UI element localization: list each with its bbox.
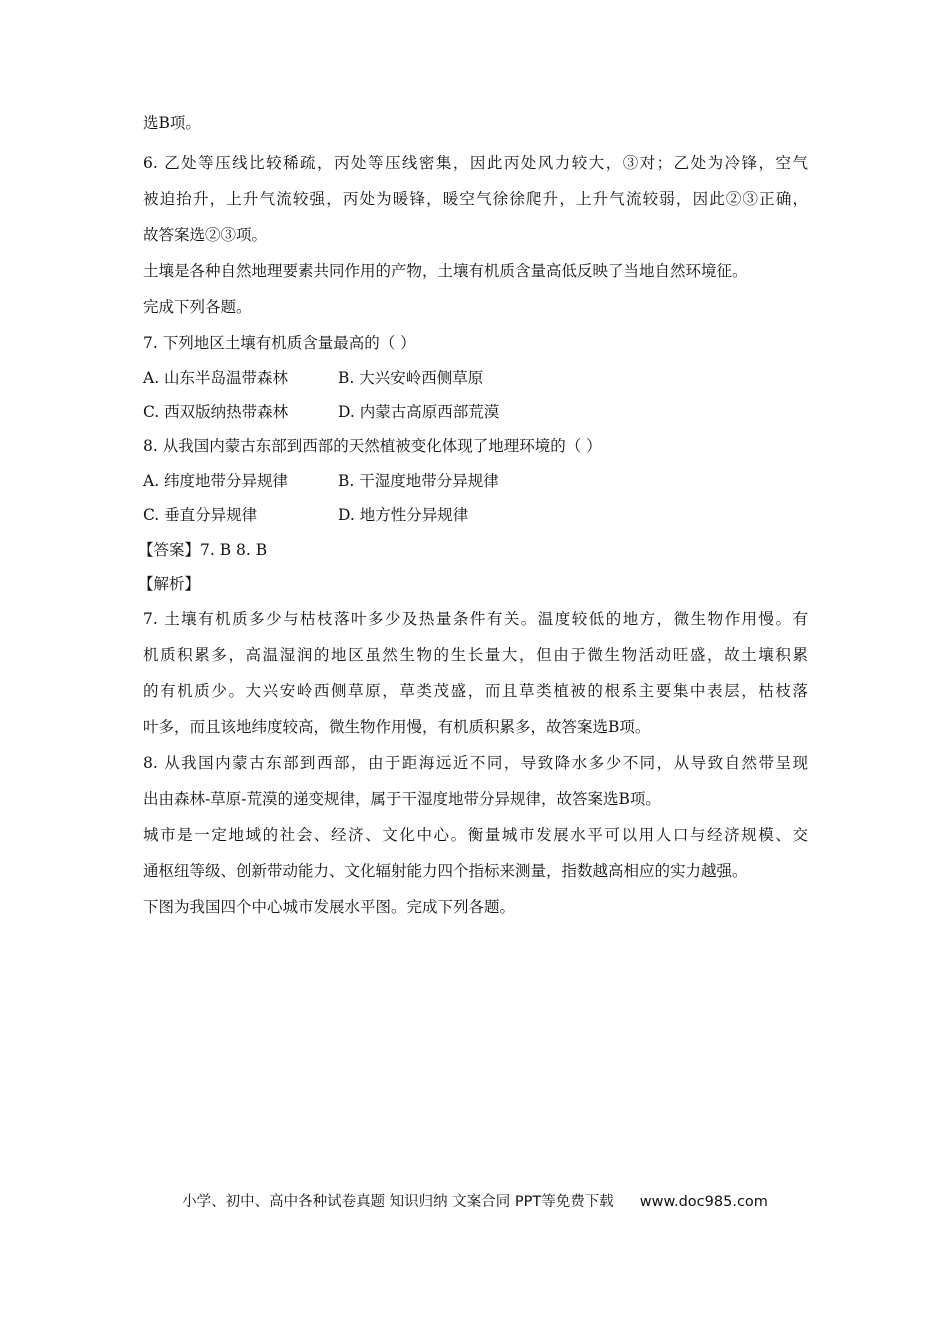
option-a: A. 山东半岛温带森林 xyxy=(143,369,289,387)
footer-url[interactable]: www.doc985.com xyxy=(639,1194,768,1210)
answer-line: 【答案】7. B 8. B xyxy=(138,541,268,559)
text-line: 机质积累多，高温湿润的地区虽然生物的生长量大，但由于微生物活动旺盛，故土壤积累 xyxy=(143,646,808,664)
text-line: 通枢纽等级、创新带动能力、文化辐射能力四个指标来测量，指数越高相应的实力越强。 xyxy=(143,862,748,880)
option-c: C. 垂直分异规律 xyxy=(143,506,258,524)
option-b: B. 大兴安岭西侧草原 xyxy=(338,369,484,387)
text-line: 叶多，而且该地纬度较高，微生物作用慢，有机质积累多，故答案选B项。 xyxy=(143,718,651,736)
question-7-options-row-2 xyxy=(143,402,638,422)
option-b: B. 干湿度地带分异规律 xyxy=(338,472,499,490)
text-line: 7. 土壤有机质多少与枯枝落叶多少及热量条件有关。温度较低的地方，微生物作用慢。有 xyxy=(143,610,808,628)
text-line: 出由森林-草原-荒漠的递变规律，属于干湿度地带分异规律，故答案选B项。 xyxy=(143,790,661,808)
text-line: 土壤是各种自然地理要素共同作用的产物，土壤有机质含量高低反映了当地自然环境征。 xyxy=(143,262,748,280)
text-line: 选B项。 xyxy=(143,114,201,132)
page-footer xyxy=(0,1192,950,1212)
text-line: 城市是一定地域的社会、经济、文化中心。衡量城市发展水平可以用人口与经济规模、交 xyxy=(143,826,808,844)
text-line: 6. 乙处等压线比较稀疏，丙处等压线密集，因此丙处风力较大，③对；乙处为冷锋，空气 xyxy=(143,154,808,172)
option-a: A. 纬度地带分异规律 xyxy=(143,472,289,490)
text-line: 完成下列各题。 xyxy=(143,298,252,316)
footer-text: 小学、初中、高中各种试卷真题 知识归纳 文案合同 PPT等免费下载 xyxy=(182,1194,614,1210)
option-d: D. 地方性分异规律 xyxy=(338,506,469,524)
question-8-options-row-1 xyxy=(143,471,638,491)
question-7: 7. 下列地区土壤有机质含量最高的（ ） xyxy=(143,334,416,352)
question-8-options-row-2 xyxy=(143,505,638,525)
question-8: 8. 从我国内蒙古东部到西部的天然植被变化体现了地理环境的（ ） xyxy=(143,437,602,455)
question-7-options-row-1 xyxy=(143,368,638,388)
text-line: 8. 从我国内蒙古东部到西部，由于距海远近不同，导致降水多少不同，从导致自然带呈现 xyxy=(143,754,808,772)
text-line: 被迫抬升，上升气流较强，丙处为暖锋，暖空气徐徐爬升，上升气流较弱，因此②③正确， xyxy=(143,190,808,208)
text-line: 下图为我国四个中心城市发展水平图。完成下列各题。 xyxy=(143,898,516,916)
analysis-heading: 【解析】 xyxy=(138,575,201,593)
text-line: 的有机质少。大兴安岭西侧草原，草类茂盛，而且草类植被的根系主要集中表层，枯枝落 xyxy=(143,682,808,700)
option-d: D. 内蒙古高原西部荒漠 xyxy=(338,403,500,421)
option-c: C. 西双版纳热带森林 xyxy=(143,403,289,421)
text-line: 故答案选②③项。 xyxy=(143,226,268,244)
